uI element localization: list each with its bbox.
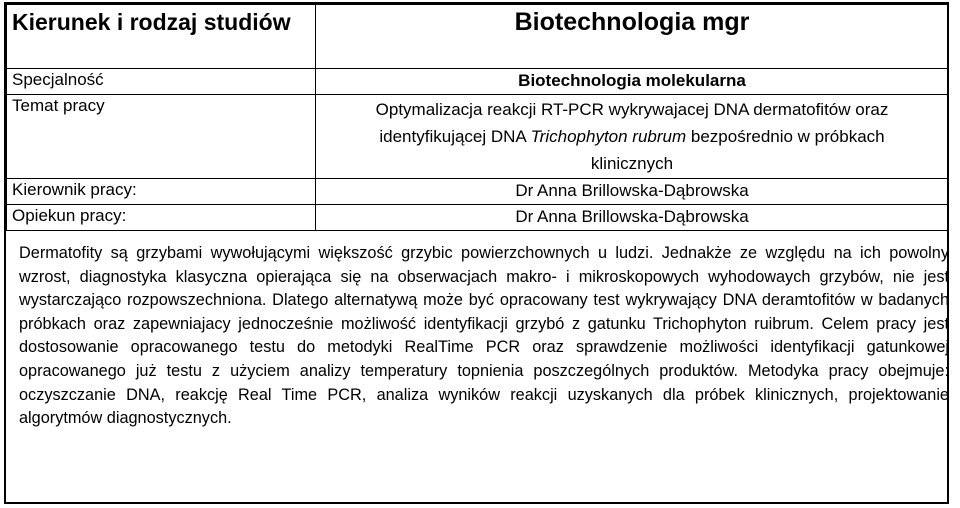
value-kierunek: Biotechnologia mgr	[316, 5, 949, 69]
label-kierownik: Kierownik pracy:	[7, 179, 316, 205]
label-specjalnosc: Specjalność	[7, 69, 316, 95]
value-temat	[316, 95, 949, 179]
temat-species: Trichophyton rubrum	[530, 127, 687, 146]
row-kierownik	[7, 179, 949, 205]
row-specjalnosc	[7, 69, 949, 95]
header-table	[6, 4, 949, 231]
temat-part1: Optymalizacja reakcji RT-PCR wykrywajacej DNA dermatofitów oraz identyfikującej DNA	[375, 100, 889, 146]
temat-part2: bezpośrednio w próbkach klinicznych	[590, 127, 885, 173]
abstract-text: Dermatofity są grzybami wywołującymi większość grzybic powierzchownych u ludzi. Jednakże ze względu na ich powolny wzrost, diagnostyka klasyczna opierająca się na obserwacjach makro- i mikroskopowych wyhodowaych grzybów, nie jest wystarczająco rozpowszechniona. Dlatego alternatywą może być opracowany test wykrywający DNA deramtofitów w badanych próbkach oraz zapewniajacy jednocześnie możliwość identyfikacji grzybó z gatunku Trichophyton ruibrum. Celem pracy jest dostosowanie opracowanego testu do metodyki RealTime PCR oraz sprawdzenie możliwości identyfikacji gatunkowej opracowanego już testu z użyciem analizy temperatury topnienia poszczególnych produktów. Metodyka pracy obejmuje: oczyszczanie DNA, reakcję Real Time PCR, analiza wyników reakcji uzyskanych dla próbek klinicznych, projektowanie algorytmów diagnostycznych.	[19, 244, 949, 428]
row-temat	[7, 95, 949, 179]
value-specjalnosc: Biotechnologia molekularna	[316, 69, 949, 95]
value-kierownik: Dr Anna Brillowska-Dąbrowska	[316, 179, 949, 205]
label-kierunek: Kierunek i rodzaj studiów	[7, 5, 316, 69]
thesis-card	[4, 2, 949, 504]
label-opiekun: Opiekun pracy:	[7, 205, 316, 231]
row-opiekun	[7, 205, 949, 231]
value-opiekun: Dr Anna Brillowska-Dąbrowska	[316, 205, 949, 231]
label-temat: Temat pracy	[7, 95, 316, 179]
row-kierunek	[7, 5, 949, 69]
